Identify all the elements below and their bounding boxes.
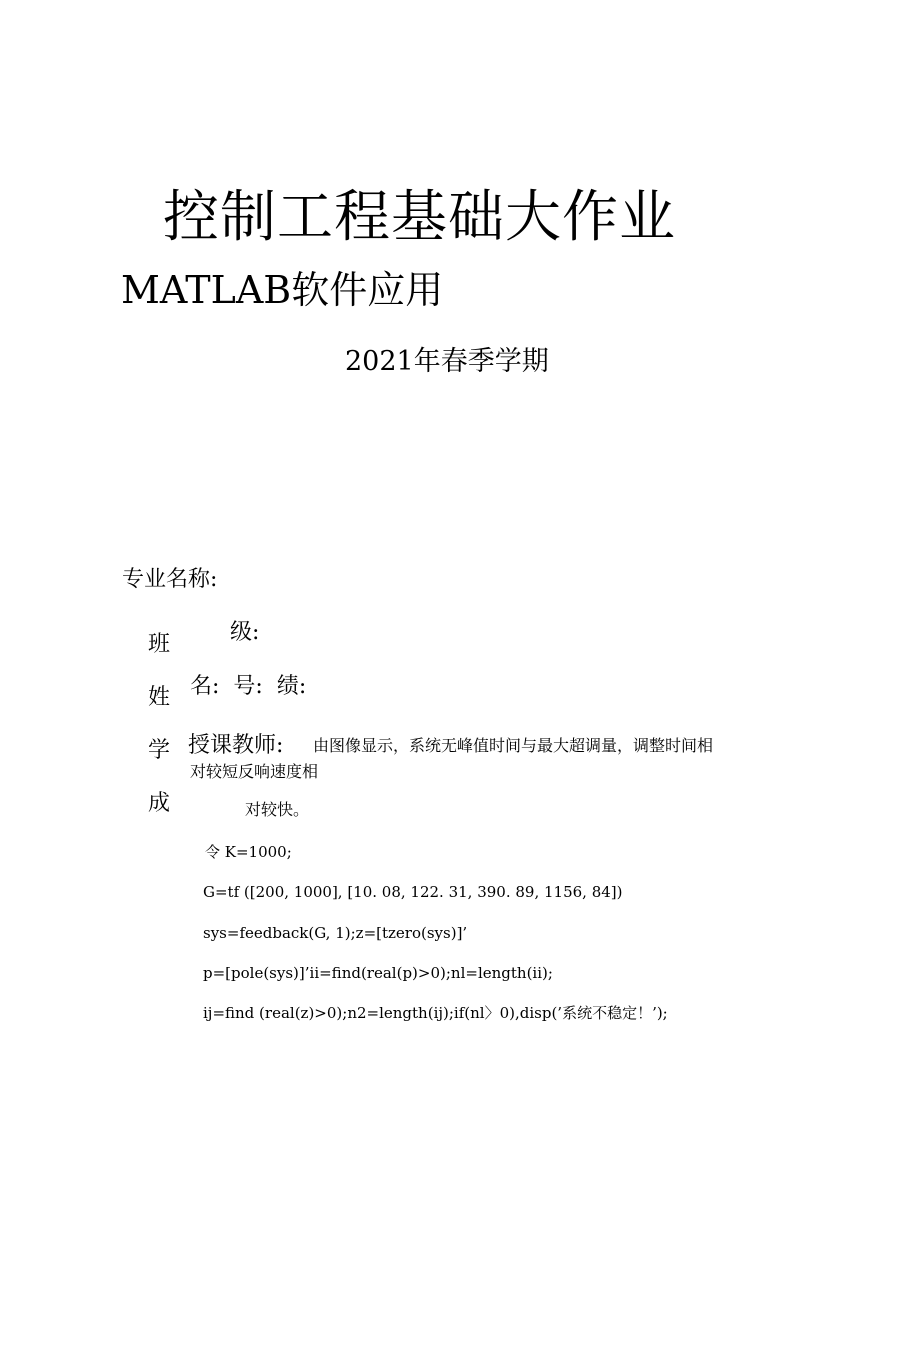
code-line-1: 令 K=1000; [205,843,292,861]
analysis-text-line3: 对较快。 [245,800,310,819]
code-line-5: ij=find (real(z)>0);n2=length(ij);if(nl〉0),disp(’系统不稳定！’); [203,1004,668,1022]
name-label: 名: [190,674,220,699]
analysis-text-line1: 由图像显示，系统无峰值时间与最大超调量，调整时间相 [313,736,714,755]
major-label: 专业名称: [122,567,218,592]
term-label: 2021年春季学期 [345,346,549,377]
student-id-char: 学 [148,738,171,763]
name-char: 姓 [148,685,171,710]
score-char: 成 [148,791,171,816]
code-line-2: G=tf ([200, 1000], [10. 08, 122. 31, 390. 89, 1156, 84]) [203,883,623,901]
analysis-text-line2: 对较短反响速度相 [190,762,319,781]
code-line-4: p=[pole(sys)]’ii=find(real(p)>0);nl=length(ii); [203,964,553,982]
teacher-label: 授课教师: [188,733,284,758]
number-label: 号: [233,674,263,699]
score-label: 绩: [276,674,307,699]
grade-label: 级: [230,620,260,645]
document-title: 控制工程基础大作业 [163,185,676,250]
form-labels-row [190,672,320,702]
document-subtitle: MATLAB软件应用 [121,268,444,312]
class-char: 班 [148,632,171,657]
code-line-3: sys=feedback(G, 1);z=[tzero(sys)]’ [203,924,468,942]
